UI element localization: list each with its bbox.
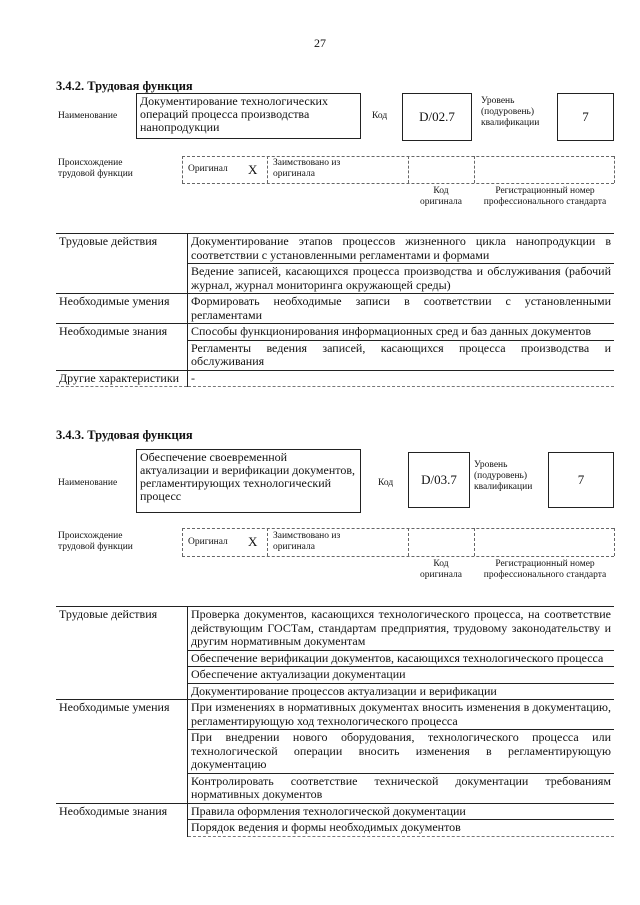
table-cell: Обеспечение верификации документов, касающихся технологического процесса (188, 650, 615, 667)
function-name-box: Обеспечение своевременной актуализации и верификации документов, регламентирующих технологический процесс (136, 449, 361, 513)
origin-label: Происхождение трудовой функции (58, 158, 133, 179)
function-name-box: Документирование технологических операций процесса производства нанопродукции (136, 93, 361, 139)
row-label: Необходимые знания (56, 803, 188, 836)
row-label: Необходимые умения (56, 700, 188, 804)
original-mark: X (248, 162, 258, 177)
function-table (56, 233, 614, 387)
row-label: Необходимые умения (56, 294, 188, 324)
table-cell: Проверка документов, касающихся технологического процесса, на соответствие действующим ГОСТам, стандартам предприятия, трудовому законодательству и другим нормативным документам (188, 607, 615, 651)
section-title: 3.4.3. Трудовая функция (56, 428, 193, 442)
level-box: 7 (557, 93, 614, 141)
row-label: Трудовые действия (56, 234, 188, 294)
table-cell: При изменениях в нормативных документах вносить изменения в документацию, регламентирующую ход технологического процесса (188, 700, 615, 730)
borrowed-label: Заимствовано из оригинала (273, 158, 341, 179)
function-code-box: D/03.7 (408, 452, 470, 508)
row-label: Необходимые знания (56, 324, 188, 371)
table-cell: Обеспечение актуализации документации (188, 667, 615, 684)
table-cell: - (188, 370, 615, 387)
original-mark: X (248, 534, 258, 549)
table-cell: Регламенты ведения записей, касающихся процесса производства и обслуживания (188, 340, 615, 370)
table-cell: При внедрении нового оборудования, технологического процесса или технологической операции вносить изменения в регламентирующую документацию (188, 730, 615, 774)
function-code-box: D/02.7 (402, 93, 472, 141)
reg-number-label: Регистрационный номер профессионального стандарта (483, 559, 607, 580)
table-cell: Ведение записей, касающихся процесса производства и обслуживания (рабочий журнал, журнал мониторинга окружающей среды) (188, 264, 615, 294)
original-label: Оригинал (188, 164, 228, 174)
table-cell: Документирование процессов актуализации и верификации (188, 683, 615, 700)
reg-number-label: Регистрационный номер профессионального стандарта (483, 186, 607, 207)
table-cell: Правила оформления технологической документации (188, 803, 615, 820)
original-label: Оригинал (188, 537, 228, 547)
table-cell: Документирование этапов процессов жизненного цикла нанопродукции в соответствии с установленными регламентами и формами (188, 234, 615, 264)
section-title: 3.4.2. Трудовая функция (56, 79, 193, 93)
name-label: Наименование (58, 111, 118, 121)
page-number: 27 (314, 36, 326, 50)
code-label: Код (372, 111, 388, 121)
table-cell: Контролировать соответствие технической документации требованиям нормативных документов (188, 773, 615, 803)
table-cell: Способы функционирования информационных сред и баз данных документов (188, 324, 615, 341)
row-label: Трудовые действия (56, 607, 188, 700)
origin-label: Происхождение трудовой функции (58, 531, 133, 552)
code-label: Код (378, 478, 394, 488)
function-table (56, 606, 614, 837)
level-label: Уровень (подуровень) квалификации (474, 460, 533, 492)
table-cell: Порядок ведения и формы необходимых документов (188, 820, 615, 837)
table-cell: Формировать необходимые записи в соответствии с установленными регламентами (188, 294, 615, 324)
name-label: Наименование (58, 478, 118, 488)
orig-code-label: Код оригинала (420, 559, 462, 580)
level-box: 7 (548, 452, 614, 508)
orig-code-label: Код оригинала (420, 186, 462, 207)
level-label: Уровень (подуровень) квалификации (481, 96, 540, 128)
row-label: Другие характеристики (56, 370, 188, 387)
borrowed-label: Заимствовано из оригинала (273, 531, 341, 552)
